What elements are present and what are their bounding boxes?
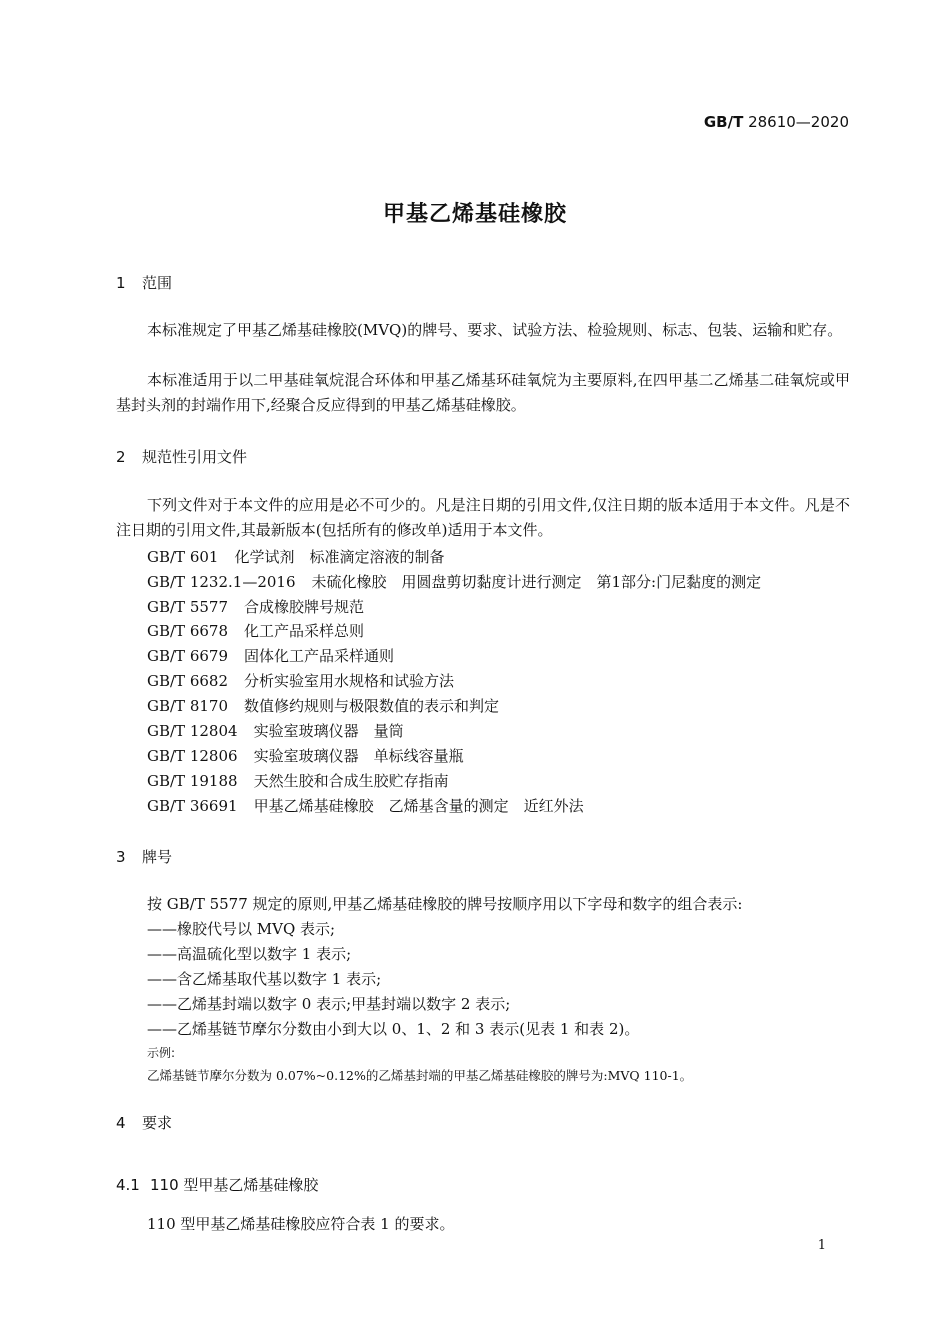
reference-item: GB/T 6682 分析实验室用水规格和试验方法 <box>147 672 455 690</box>
section-2-paragraph-1: 下列文件对于本文件的应用是必不可少的。凡是注日期的引用文件,仅注日期的版本适用于本文件。凡是不注日期的引用文件,其最新版本(包括所有的修改单)适用于本文件。 <box>116 496 850 539</box>
reference-item: GB/T 19188 天然生胶和合成生胶贮存指南 <box>147 772 449 790</box>
reference-item: GB/T 6678 化工产品采样总则 <box>147 622 365 640</box>
reference-item: GB/T 36691 甲基乙烯基硅橡胶 乙烯基含量的测定 近红外法 <box>147 797 584 815</box>
document-title: 甲基乙烯基硅橡胶 <box>382 202 567 227</box>
designation-rule-item: ——橡胶代号以 MVQ 表示; <box>147 920 336 938</box>
reference-item: GB/T 6679 固体化工产品采样通则 <box>147 647 395 665</box>
designation-rule-item: ——乙烯基链节摩尔分数由小到大以 0、1、2 和 3 表示(见表 1 和表 2)。 <box>147 1020 640 1038</box>
section-4-1-heading: 4.1 110 型甲基乙烯基硅橡胶 <box>116 1176 319 1194</box>
section-3-heading: 3 牌号 <box>116 848 173 866</box>
section-4-heading: 4 要求 <box>116 1114 173 1132</box>
designation-rule-item: ——乙烯基封端以数字 0 表示;甲基封端以数字 2 表示; <box>147 995 511 1013</box>
section-2-heading: 2 规范性引用文件 <box>116 448 248 466</box>
designation-rule-item: ——含乙烯基取代基以数字 1 表示; <box>147 970 382 988</box>
section-3-paragraph-1: 按 GB/T 5577 规定的原则,甲基乙烯基硅橡胶的牌号按顺序用以下字母和数字的组合表示: <box>147 895 743 913</box>
standard-code: GB/T 28610—2020 <box>703 113 849 131</box>
section-1-heading: 1 范围 <box>116 274 173 292</box>
example-text: 乙烯基链节摩尔分数为 0.07%~0.12%的乙烯基封端的甲基乙烯基硅橡胶的牌号为:MVQ 110-1。 <box>147 1068 693 1083</box>
section-1-paragraph-2: 本标准适用于以二甲基硅氧烷混合环体和甲基乙烯基环硅氧烷为主要原料,在四甲基二乙烯基二硅氧烷或甲基封头剂的封端作用下,经聚合反应得到的甲基乙烯基硅橡胶。 <box>116 371 850 414</box>
example-label: 示例: <box>147 1046 176 1060</box>
section-4-1-paragraph-1: 110 型甲基乙烯基硅橡胶应符合表 1 的要求。 <box>147 1215 455 1233</box>
reference-item: GB/T 1232.1—2016 未硫化橡胶 用圆盘剪切黏度计进行测定 第1部分:门尼黏度的测定 <box>147 573 762 591</box>
reference-item: GB/T 8170 数值修约规则与极限数值的表示和判定 <box>147 697 500 715</box>
reference-item: GB/T 12804 实验室玻璃仪器 量筒 <box>147 722 404 740</box>
page-number: 1 <box>817 1238 826 1253</box>
designation-rule-item: ——高温硫化型以数字 1 表示; <box>147 945 352 963</box>
reference-item: GB/T 5577 合成橡胶牌号规范 <box>147 598 365 616</box>
reference-item: GB/T 601 化学试剂 标准滴定溶液的制备 <box>147 548 445 566</box>
reference-item: GB/T 12806 实验室玻璃仪器 单标线容量瓶 <box>147 747 464 765</box>
section-1-paragraph-1: 本标准规定了甲基乙烯基硅橡胶(MVQ)的牌号、要求、试验方法、检验规则、标志、包装、运输和贮存。 <box>147 321 843 339</box>
